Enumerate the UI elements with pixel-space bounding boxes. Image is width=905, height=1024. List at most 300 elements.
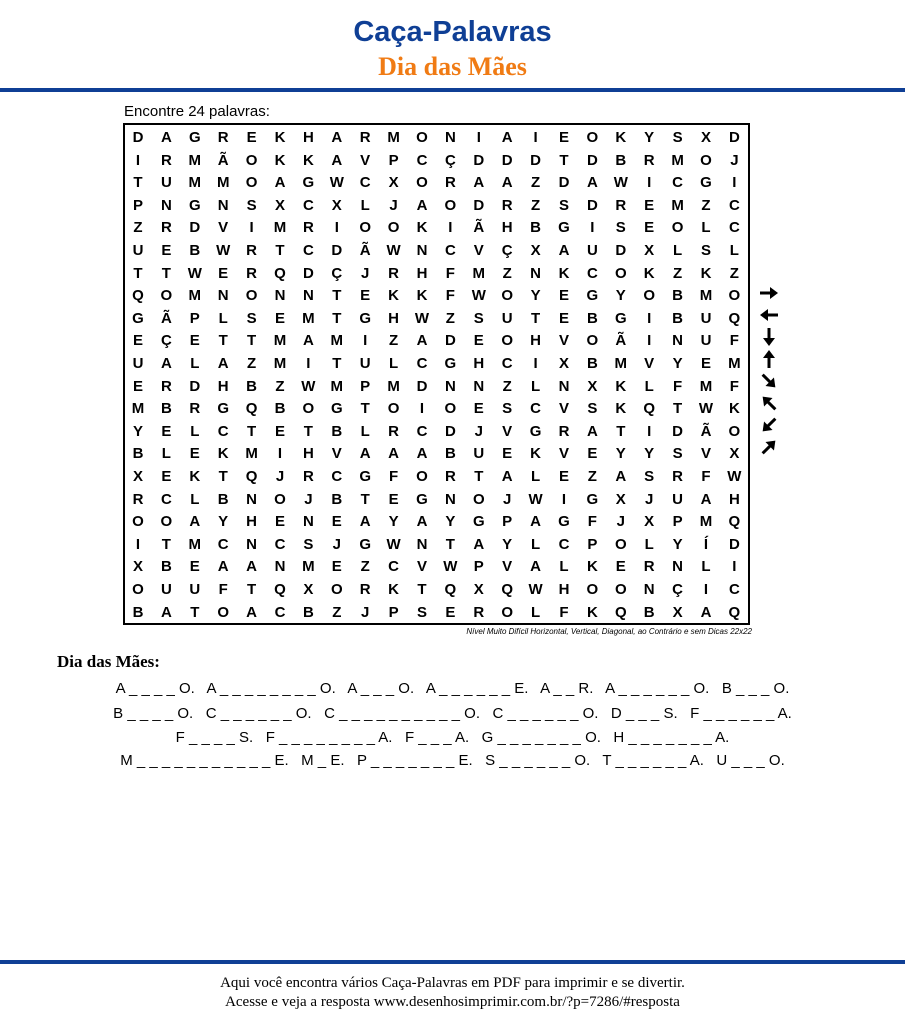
grid-letter: N [558,377,570,395]
grid-letter: M [387,129,400,146]
grid-letter: U [160,581,172,598]
grid-letter: N [302,287,314,305]
grid-letter: M [699,287,713,305]
grid-letter: O [586,581,599,598]
grid-letter: C [331,468,343,485]
grid-letter: O [501,332,514,350]
grid-letter: O [245,287,258,305]
grid-letter: D [444,332,456,350]
grid-letter: Y [132,422,143,440]
grid-letter: E [388,490,399,508]
arrow-down-left-icon [758,416,780,434]
grid-letter: G [359,468,372,485]
grid-letter: N [444,377,456,395]
grid-letter: A [416,445,428,463]
grid-letter: R [160,377,172,395]
grid-letter: I [249,219,254,237]
grid-letter: L [673,242,683,259]
grid-letter: L [729,242,739,259]
grid-letter: M [699,377,713,395]
grid-letter: Z [389,332,399,350]
grid-letter: X [700,129,711,146]
grid-letter: T [218,332,228,350]
grid-letter: D [672,422,684,440]
grid-letter: L [531,468,541,485]
grid-letter: O [671,219,684,237]
grid-letter: C [728,196,740,214]
grid-letter: I [533,129,538,146]
grid-letter: O [501,287,514,305]
grid-letter: E [558,468,569,485]
grid-letter: A [160,129,172,146]
grid-letter: X [587,377,598,395]
grid-letter: Z [587,468,597,485]
grid-letter: V [502,558,513,576]
grid-letter: G [330,400,343,418]
grid-letter: L [389,355,399,372]
grid-letter: X [132,558,143,576]
grid-letter: E [132,332,143,350]
grid-letter: W [443,558,458,576]
clue-line: M _ _ _ _ _ _ _ _ _ _ _ E. M _ E. P _ _ _ _ _ _ _ E. S _ _ _ _ _ _ O. T _ _ _ _ _ _ A. U _ _ _ O. [120,752,785,769]
grid-letter: G [558,513,570,531]
grid-letter: U [473,445,485,463]
grid-letter: A [388,445,400,463]
grid-letter: F [445,287,455,305]
grid-letter: R [388,264,400,282]
grid-letter: M [188,174,202,192]
grid-letter: T [474,468,484,485]
grid-letter: Q [245,400,258,418]
grid-letter: M [302,309,315,327]
grid-letter: H [217,377,229,395]
grid-letter: I [533,355,538,372]
grid-letter: Q [643,400,656,418]
grid-letter: D [501,151,513,169]
page-title: Caça-Palavras [353,16,552,48]
grid-letter: D [132,129,144,146]
grid-letter: V [331,445,342,463]
grid-letter: H [246,513,258,531]
grid-letter: D [416,377,428,395]
grid-letter: C [728,219,740,237]
grid-letter: Z [531,174,541,192]
grid-letter: O [416,468,428,485]
word-search-grid [123,123,750,625]
grid-letter: I [732,558,737,576]
grid-letter: A [416,196,428,214]
grid-letter: P [388,151,399,169]
grid-letter: V [473,242,484,259]
grid-letter: B [530,219,542,237]
grid-letter: O [387,219,400,237]
grid-letter: T [133,264,143,282]
grid-letter: Q [274,264,286,282]
grid-letter: Q [444,581,457,598]
grid-letter: R [359,129,371,146]
grid-letter: S [672,129,683,146]
grid-letter: T [332,287,342,305]
grid-letter: R [672,468,684,485]
level-note: Nível Muito Difícil Horizontal, Vertical, Diagonal, ao Contrário e sem Dicas 22x22 [466,627,752,636]
grid-letter: E [558,309,569,327]
arrow-right-icon [758,284,780,302]
grid-letter: A [586,174,598,192]
footer-link[interactable]: Acesse e veja a resposta www.desenhosimprimir.com.br/?p=7286/#resposta [225,994,680,1010]
grid-letter: C [217,422,229,440]
grid-letter: J [275,468,285,485]
grid-letter: R [189,400,201,418]
grid-letter: K [274,129,286,146]
grid-letter: E [331,513,342,531]
grid-letter: Ã [160,309,172,327]
grid-letter: M [302,558,315,576]
grid-letter: J [361,603,370,621]
grid-letter: I [363,332,368,350]
arrow-left-icon [758,306,780,324]
grid-letter: O [501,603,514,621]
grid-letter: K [388,287,400,305]
grid-letter: T [247,332,257,350]
grid-letter: I [334,219,339,237]
grid-letter: W [414,309,430,327]
grid-letter: A [189,513,201,531]
grid-letter: F [389,468,399,485]
grid-letter: C [302,242,314,259]
grid-letter: M [387,377,400,395]
grid-letter: A [416,513,428,531]
grid-letter: T [247,581,257,598]
grid-letter: E [700,355,711,372]
grid-letter: L [161,445,171,463]
grid-letter: C [416,422,428,440]
grid-letter: W [187,264,202,282]
grid-letter: Y [218,513,229,531]
grid-letter: A [331,129,343,146]
grid-letter: G [614,309,627,327]
grid-letter: M [614,355,628,372]
grid-letter: M [273,332,287,350]
grid-letter: B [132,445,144,463]
grid-letter: Z [531,196,541,214]
grid-letter: L [644,377,654,395]
grid-letter: F [587,513,597,531]
grid-letter: C [217,535,229,553]
grid-letter: E [189,445,200,463]
grid-letter: S [246,309,257,327]
grid-letter: H [302,129,314,146]
grid-letter: N [246,490,258,508]
grid-letter: M [245,445,258,463]
grid-letter: A [700,490,712,508]
grid-letter: E [644,219,655,237]
grid-letter: M [330,377,344,395]
grid-letter: M [216,174,230,192]
grid-letter: Q [728,309,741,327]
grid-letter: L [531,535,541,553]
grid-letter: M [728,355,741,372]
grid-letter: G [359,535,372,553]
grid-letter: L [531,377,541,395]
grid-letter: C [558,535,570,553]
grid-letter: N [672,558,684,576]
grid-letter: B [615,151,627,169]
grid-letter: R [217,129,229,146]
grid-letter: T [616,422,626,440]
grid-letter: T [161,264,171,282]
grid-letter: C [501,355,513,372]
grid-letter: L [701,219,711,237]
grid-letter: Q [501,581,514,598]
grid-letter: G [700,174,712,192]
grid-letter: H [302,445,314,463]
grid-letter: P [132,196,143,214]
grid-letter: T [332,355,342,372]
grid-letter: V [416,558,427,576]
grid-letter: G [188,129,201,146]
grid-letter: Q [728,603,741,621]
grid-letter: X [672,603,683,621]
grid-letter: V [558,445,569,463]
grid-letter: M [273,219,287,237]
grid-letter: R [444,468,456,485]
grid-letter: O [416,174,428,192]
grid-letter: I [448,219,453,237]
grid-letter: V [502,422,513,440]
grid-letter: L [218,309,228,327]
grid-letter: V [558,400,569,418]
grid-letter: G [586,490,599,508]
grid-letter: X [530,242,541,259]
grid-letter: Z [360,558,370,576]
grid-letter: A [530,513,542,531]
grid-letter: R [643,151,655,169]
grid-letter: N [416,242,428,259]
grid-letter: I [647,174,652,192]
grid-letter: R [246,242,258,259]
grid-letter: Y [615,445,626,463]
grid-letter: I [419,400,425,418]
grid-letter: C [416,355,428,372]
grid-letter: K [530,445,542,463]
grid-letter: D [586,196,598,214]
grid-letter: A [501,129,513,146]
grid-letter: J [474,422,483,440]
grid-letter: M [671,196,684,214]
grid-letter: B [643,603,655,621]
footer-text: Aqui você encontra vários Caça-Palavras em PDF para imprimir e se divertir. [220,975,685,991]
grid-letter: W [301,377,316,395]
grid-letter: S [587,400,598,418]
grid-letter: J [361,264,370,282]
grid-letter: A [160,603,172,621]
grid-letter: Y [445,513,456,531]
grid-letter: A [700,603,712,621]
grid-letter: K [189,468,201,485]
grid-letter: A [558,242,570,259]
grid-letter: K [586,603,598,621]
grid-letter: P [587,535,598,553]
grid-letter: D [331,242,343,259]
grid-letter: D [302,264,314,282]
grid-letter: W [727,468,742,485]
grid-letter: E [274,513,285,531]
grid-letter: X [558,355,569,372]
grid-letter: R [132,490,144,508]
grid-letter: D [586,151,598,169]
grid-letter: O [416,129,428,146]
grid-letter: T [360,490,370,508]
grid-letter: E [558,129,569,146]
grid-letter: K [643,264,655,282]
grid-letter: E [473,400,484,418]
grid-letter: E [246,129,257,146]
grid-letter: N [274,287,286,305]
grid-letter: T [161,535,171,553]
grid-letter: K [615,400,627,418]
clue-line: A _ _ _ _ O. A _ _ _ _ _ _ _ _ O. A _ _ _ O. A _ _ _ _ _ _ E. A _ _ R. A _ _ _ _ _ _ O. B _ _ _ O. [115,680,790,697]
grid-letter: Ã [473,219,485,237]
grid-letter: U [160,174,172,192]
grid-letter: Ã [359,242,371,259]
grid-letter: H [473,355,485,372]
grid-letter: I [703,581,709,598]
grid-letter: O [700,151,712,169]
grid-letter: U [132,355,144,372]
grid-letter: G [132,309,144,327]
grid-letter: R [160,151,172,169]
grid-letter: R [501,196,513,214]
grid-letter: S [700,242,711,259]
grid-letter: T [275,242,285,259]
grid-letter: W [386,535,401,553]
grid-letter: X [388,174,399,192]
grid-letter: E [161,422,172,440]
grid-letter: L [190,355,200,372]
grid-letter: S [246,196,257,214]
grid-letter: Q [728,513,741,531]
grid-letter: R [359,581,371,598]
grid-letter: U [359,355,371,372]
grid-letter: T [303,422,313,440]
grid-letter: Ç [331,264,343,282]
grid-letter: M [188,151,202,169]
grid-letter: E [331,558,342,576]
grid-letter: N [672,332,684,350]
grid-letter: G [217,400,230,418]
grid-letter: O [302,400,315,418]
grid-letter: A [530,558,542,576]
grid-letter: M [131,400,145,418]
grid-letter: W [471,287,486,305]
grid-letter: B [672,309,684,327]
grid-letter: K [728,400,740,418]
grid-letter: J [332,535,341,553]
grid-letter: P [502,513,513,531]
grid-letter: A [359,445,371,463]
grid-letter: D [558,174,570,192]
grid-letter: F [673,377,683,395]
grid-letter: H [501,219,513,237]
grid-letter: O [643,287,656,305]
grid-letter: N [530,264,542,282]
grid-letter: X [644,242,655,259]
grid-letter: C [274,603,286,621]
grid-letter: H [416,264,428,282]
header-divider [0,88,905,92]
grid-letter: I [732,174,737,192]
grid-letter: P [360,377,371,395]
grid-letter: Z [673,264,683,282]
grid-letter: N [302,513,314,531]
grid-letter: X [331,196,342,214]
grid-letter: N [217,287,229,305]
grid-letter: O [586,129,599,146]
grid-letter: A [501,174,513,192]
grid-letter: J [389,196,398,214]
grid-letter: G [529,422,542,440]
grid-letter: O [132,581,144,598]
grid-letter: J [304,490,313,508]
grid-letter: T [332,309,342,327]
grid-letter: A [359,513,371,531]
grid-letter: Y [530,287,541,305]
grid-letter: Z [502,377,512,395]
grid-letter: G [472,513,485,531]
grid-letter: X [644,513,655,531]
grid-letter: Z [247,355,257,372]
grid-letter: A [274,174,286,192]
grid-letter: B [331,490,343,508]
grid-letter: Y [615,287,626,305]
grid-letter: A [217,558,229,576]
grid-letter: D [189,219,201,237]
grid-letter: E [274,422,285,440]
grid-letter: G [359,309,372,327]
grid-letter: R [246,264,258,282]
grid-letter: F [218,581,228,598]
grid-letter: Z [502,264,512,282]
grid-letter: K [700,264,712,282]
grid-letter: N [160,196,172,214]
grid-letter: B [246,377,258,395]
grid-letter: W [386,242,401,259]
grid-letter: F [445,264,455,282]
grid-letter: I [476,129,481,146]
grid-letter: O [444,196,457,214]
grid-letter: K [388,581,400,598]
grid-letter: U [189,581,201,598]
grid-letter: C [274,535,286,553]
grid-letter: D [728,535,740,553]
grid-letter: N [444,490,456,508]
grid-letter: Ç [672,581,684,598]
grid-letter: U [501,309,513,327]
grid-letter: J [503,490,512,508]
grid-letter: L [644,535,654,553]
grid-letter: A [473,535,485,553]
grid-letter: Ã [615,332,627,350]
grid-letter: M [273,355,287,372]
grid-letter: B [132,603,144,621]
grid-letter: Q [274,581,286,598]
grid-letter: W [528,490,543,508]
grid-letter: E [587,445,598,463]
grid-letter: Y [502,535,513,553]
grid-letter: G [188,196,201,214]
grid-letter: G [444,355,457,372]
arrow-down-right-icon [758,372,780,390]
